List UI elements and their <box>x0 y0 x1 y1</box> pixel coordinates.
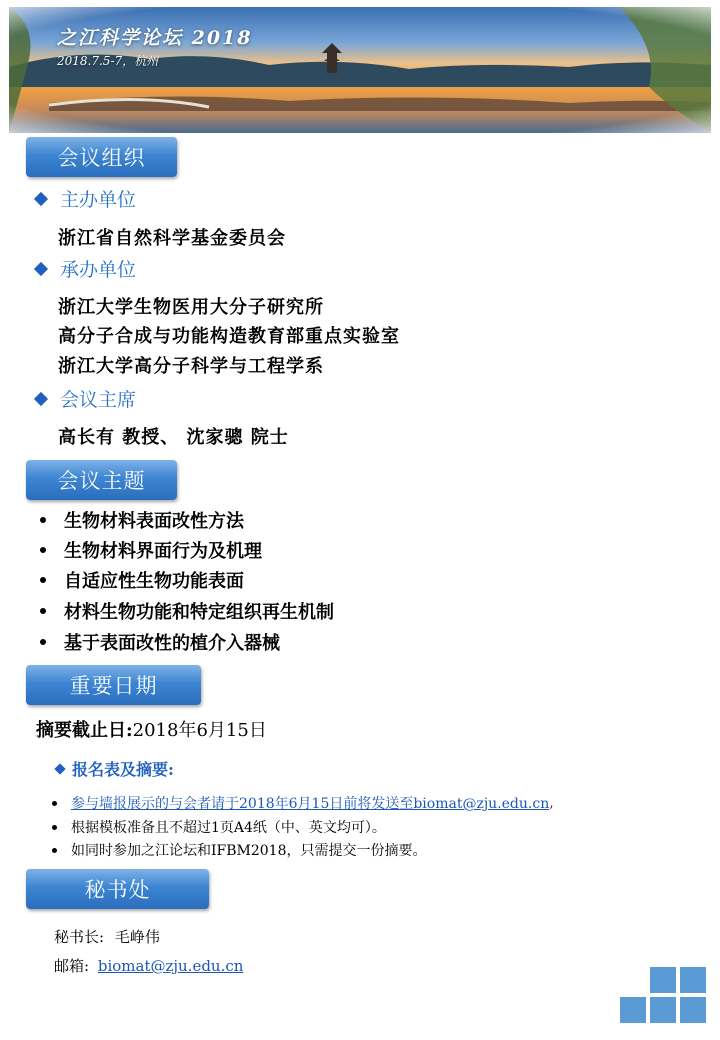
topic-text: 生物材料界面行为及机理 <box>64 541 262 562</box>
note-text: 根据模板准备且不超过1页A4纸（中、英文均可）。 <box>71 820 386 836</box>
secretary-row <box>54 926 160 947</box>
secretary-label: 秘书长: <box>54 928 105 946</box>
note-item <box>52 817 386 837</box>
subhead-host <box>36 185 136 212</box>
deco-square <box>680 967 706 993</box>
topic-item <box>40 537 262 563</box>
banner-title: 之江科学论坛 2018 <box>57 27 253 49</box>
secretary-name: 毛峥伟 <box>114 928 160 946</box>
deadline-row <box>36 716 267 742</box>
subhead-host-label: 主办单位 <box>60 189 137 211</box>
deco-square <box>680 997 706 1023</box>
header-banner <box>9 7 711 133</box>
registration-label: 报名表及摘要: <box>72 760 174 779</box>
topic-text: 生物材料表面改性方法 <box>64 511 244 532</box>
diamond-bullet-icon <box>34 261 48 275</box>
bullet-dot-icon <box>40 639 46 645</box>
section-header-dates: 重要日期 <box>26 665 201 705</box>
organizer-item: 高分子合成与功能构造教育部重点实验室 <box>58 326 400 347</box>
email-row <box>54 955 243 976</box>
poster-submission-link[interactable]: 参与墙报展示的与会者请于2018年6月15日前将发送至biomat@zju.edu.cn <box>71 796 550 812</box>
email-label: 邮箱: <box>54 957 90 975</box>
note-item <box>52 793 554 813</box>
subhead-organizer <box>36 255 136 282</box>
bullet-dot-icon <box>40 608 46 614</box>
section-header-topics: 会议主题 <box>26 460 177 500</box>
registration-heading <box>56 757 174 780</box>
note-item <box>52 840 427 860</box>
topic-item <box>40 598 334 624</box>
topic-item <box>40 567 244 593</box>
bullet-dot-icon <box>40 547 46 553</box>
deco-square <box>650 967 676 993</box>
topic-text: 自适应性生物功能表面 <box>64 571 244 592</box>
topic-text: 材料生物功能和特定组织再生机制 <box>64 602 334 623</box>
bullet-dot-icon <box>52 848 57 853</box>
deadline-value: 2018年6月15日 <box>132 720 267 741</box>
deco-square <box>620 997 646 1023</box>
topic-item <box>40 629 280 655</box>
deco-square <box>650 997 676 1023</box>
bullet-dot-icon <box>52 825 57 830</box>
subhead-organizer-label: 承办单位 <box>60 259 137 281</box>
diamond-bullet-icon <box>34 191 48 205</box>
topic-text: 基于表面改性的植介入器械 <box>64 633 280 654</box>
bullet-dot-icon <box>52 801 57 806</box>
organizer-item: 浙江大学生物医用大分子研究所 <box>58 297 324 318</box>
host-item: 浙江省自然科学基金委员会 <box>58 228 286 249</box>
note-text: 如同时参加之江论坛和IFBM2018，只需提交一份摘要。 <box>71 843 427 859</box>
diamond-bullet-icon <box>54 763 65 774</box>
organizer-item: 浙江大学高分子科学与工程学系 <box>58 356 324 377</box>
deadline-label: 摘要截止日: <box>36 720 133 741</box>
note-tail: , <box>549 795 554 811</box>
section-header-organization: 会议组织 <box>26 137 177 177</box>
email-link[interactable]: biomat@zju.edu.cn <box>97 957 244 975</box>
diamond-bullet-icon <box>34 391 48 405</box>
banner-subtitle: 2018.7.5-7，杭州 <box>57 54 159 68</box>
subhead-chairs-label: 会议主席 <box>60 389 137 411</box>
chairs-item: 高长有 教授、 沈家骢 院士 <box>58 427 289 448</box>
bullet-dot-icon <box>40 517 46 523</box>
topic-item <box>40 507 244 533</box>
section-header-secretariat: 秘书处 <box>26 869 209 909</box>
subhead-chairs <box>36 385 136 412</box>
bullet-dot-icon <box>40 577 46 583</box>
